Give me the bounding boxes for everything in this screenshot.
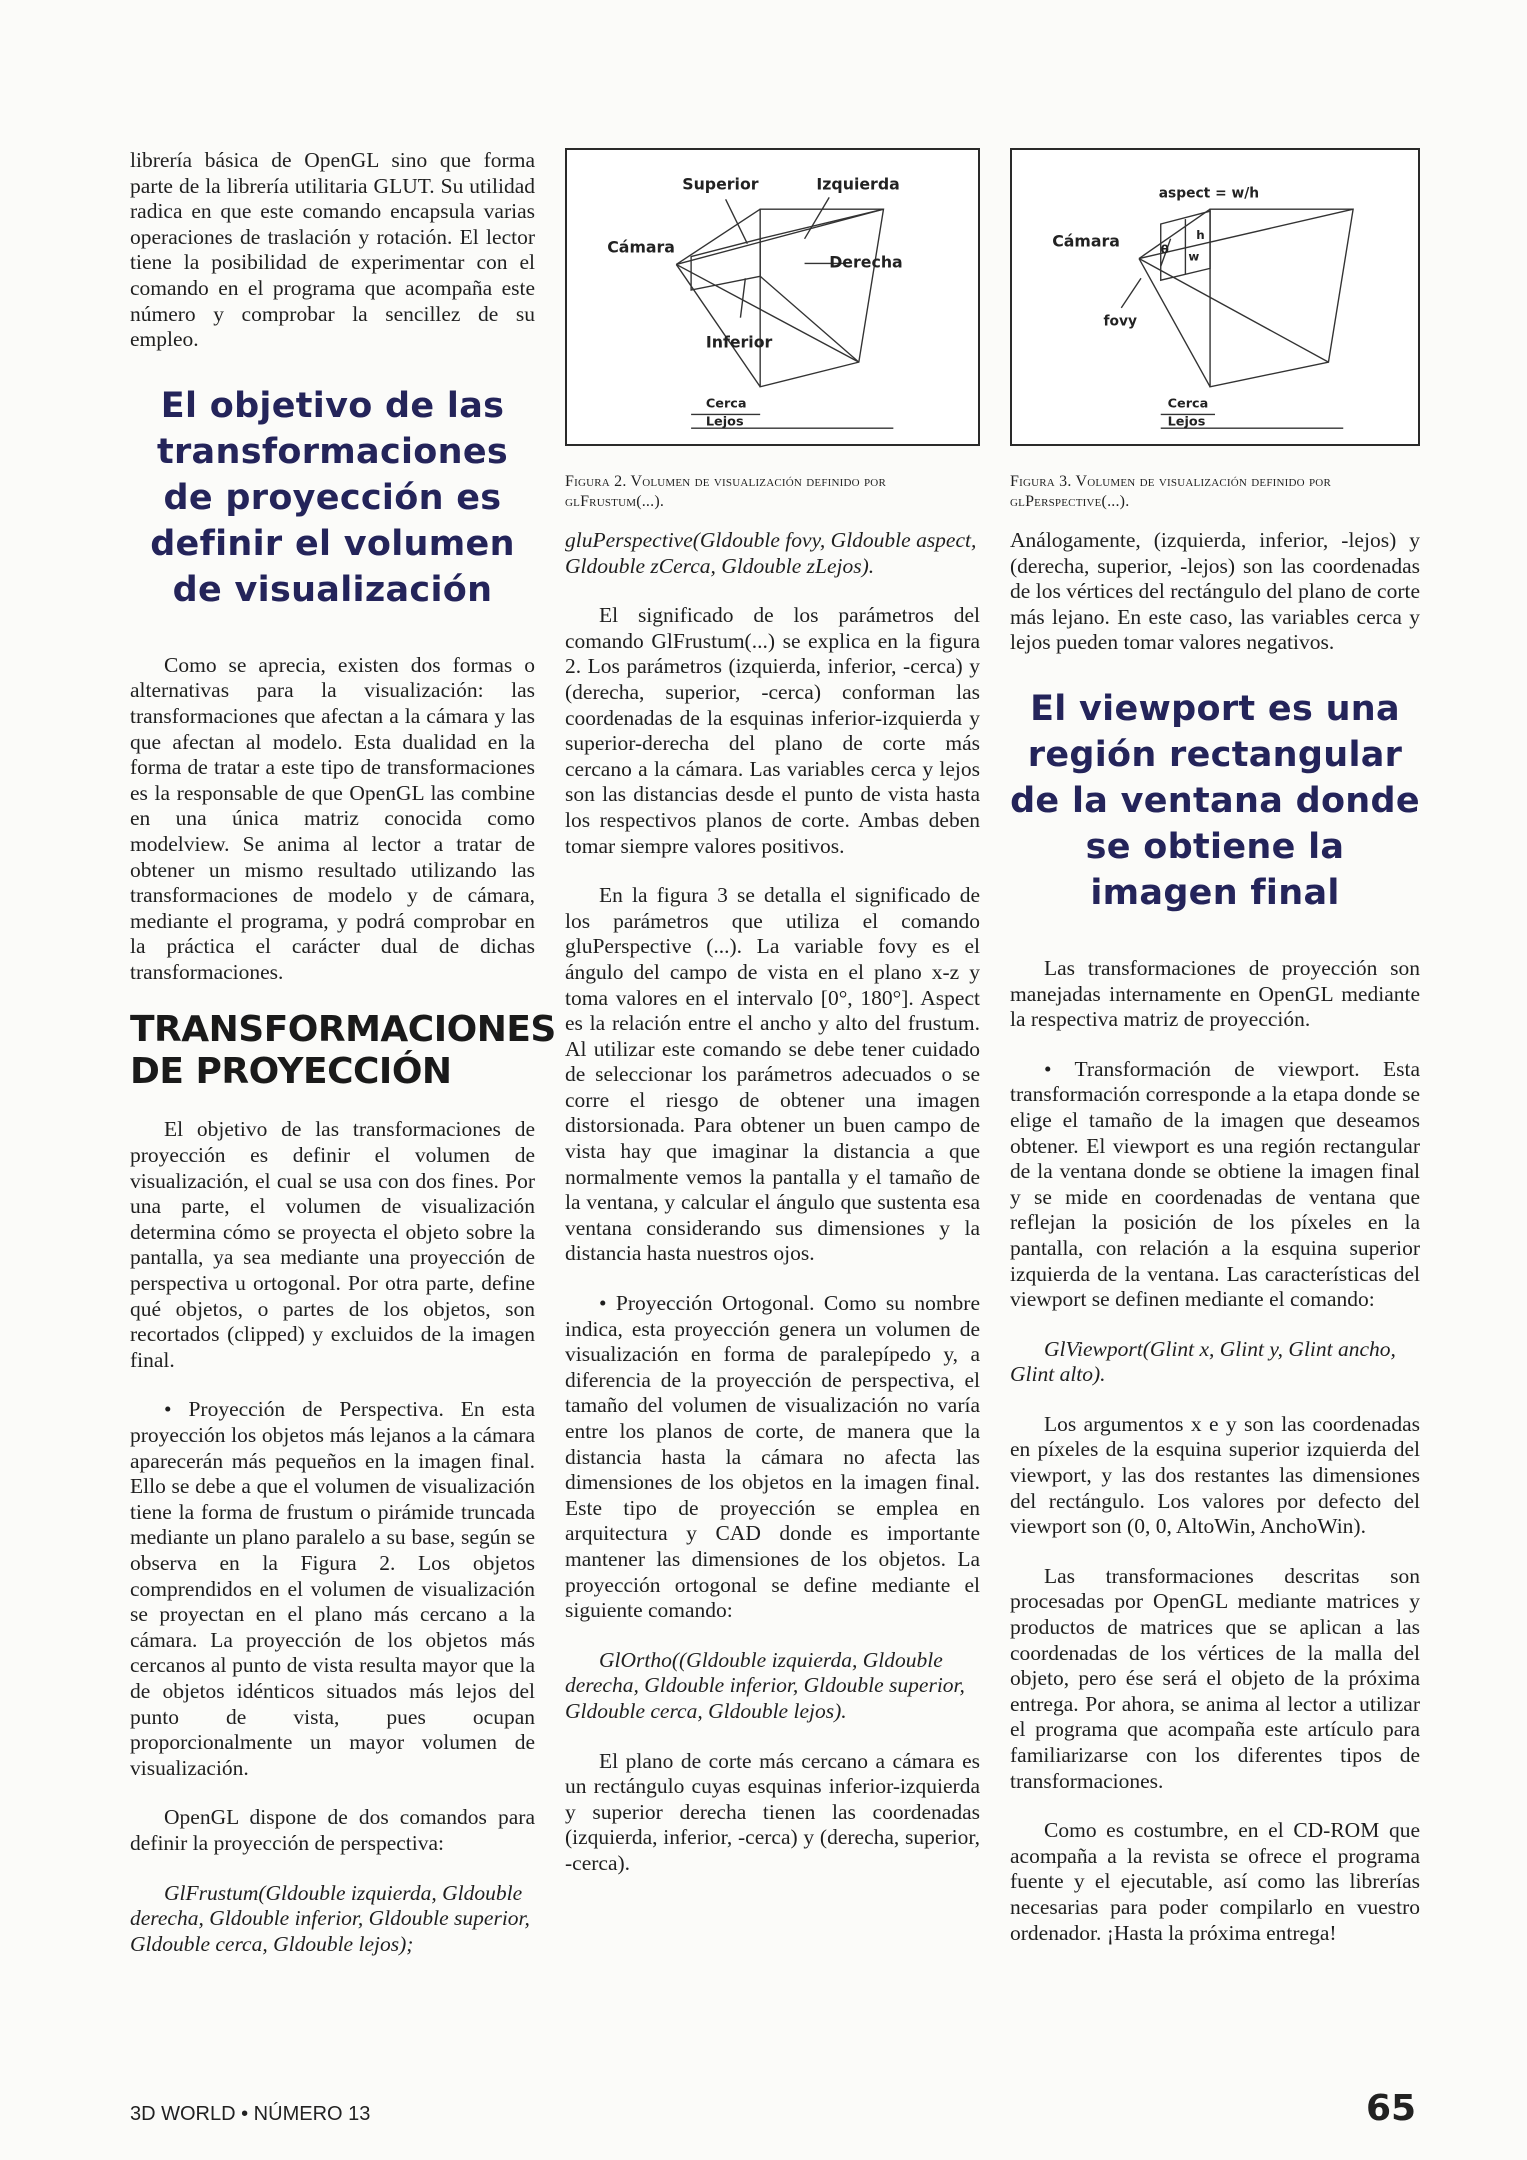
label-aspect: aspect = w/h [1158,185,1260,202]
paragraph: El objetivo de las transformaciones de proyección es definir el volumen de visualización, el cual se usa con dos fines. Por una parte, el volumen de visualización determina cómo se proyecta el objeto sobre la pantalla, ya sea mediante una proyección de perspectiva u ortogonal. Por otra parte, define qué objetos, o partes de los objetos, son recortados (clipped) y excluidos de la imagen final. [130,1117,535,1372]
label-camara: Cámara [1052,231,1120,251]
near-plane [691,239,760,290]
label-theta: θ [1160,242,1169,257]
column-2 [565,148,980,1901]
perspective-diagram [1012,150,1418,444]
page-number: 65 [1366,2088,1417,2129]
label-camara: Cámara [607,237,675,257]
label-lejos: Lejos [1167,414,1206,430]
column-1 [130,148,556,1981]
pull-quote: El objetivo de las transformaciones de proyección es definir el volumen de visualización [150,385,515,610]
paragraph: • Proyección de Perspectiva. En esta proyección los objetos más lejanos a la cámara aparecerán más pequeños en la imagen final. Ello se debe a que el volumen de visualización tiene la forma de frustum o pirámide truncada mediante un plano paralelo a su base, según se observa en la Figura 2. Los objetos comprendidos en el volumen de visualización se proyectan en el plano más cercano a la cámara. La proyección de los objetos más cercanos al punto de vista resulta mayor que la de objetos idénticos situados más lejos del punto de vista, pues ocupan proporcionalmente un mayor volumen de visualización. [130,1397,535,1780]
column-3 [1010,148,1420,1970]
section-heading: TRANSFORMACIONES DE PROYECCIÓN [130,1009,556,1093]
label-superior: Superior [682,174,759,194]
label-derecha: Derecha [829,252,903,272]
figure-caption: Figura 2. Volumen de visualización definido por glFrustum(...). [565,473,886,510]
label-lejos: Lejos [705,414,744,430]
paragraph: En la figura 3 se detalla el significado de los parámetros que utiliza el comando gluPerspective (...). La variable fovy es el ángulo del campo de vista en el plano x-z y toma valores en el intervalo [0°, 180°]. Aspect es la relación entre el ancho y alto del frustum. Al utilizar este comando se debe tener cuidado de seleccionar los parámetros adecuados o se corre el riesgo de obtener una imagen distorsionada. Para obtener un buen campo de vista hay que imaginar la distancia a que normalmente vemos la pantalla y el tamaño de la ventana, y calcular el ángulo que sustenta esa ventana considerando sus dimensiones y la distancia hasta nuestros ojos. [565,883,980,1266]
code-command: GlViewport(Glint x, Glint y, Glint ancho, Glint alto). [1010,1336,1396,1387]
code-command: GlFrustum(Gldouble izquierda, Gldouble derecha, Gldouble inferior, Gldouble superior, Gldouble cerca, Gldouble lejos); [130,1880,530,1956]
code-command: GlOrtho((Gldouble izquierda, Gldouble derecha, Gldouble inferior, Gldouble superior, Gldouble cerca, Gldouble lejos). [565,1647,965,1723]
label-w: w [1188,249,1200,264]
far-plane-outline [1210,209,1353,387]
paragraph: Los argumentos x e y son las coordenadas en píxeles de la esquina superior izquierda del viewport, y las dos restantes las dimensiones del rectángulo. Los valores por defecto del viewport son (0, 0, AltoWin, AnchoWin). [1010,1411,1420,1539]
figure-caption: Figura 3. Volumen de visualización definido por glPerspective(...). [1010,473,1331,510]
frustum-diagram [567,150,978,444]
pull-quote: El viewport es una región rectangular de la ventana donde se obtiene la imagen final [1010,688,1420,913]
code-command: gluPerspective(Gldouble fovy, Gldouble aspect, Gldouble zCerca, Gldouble zLejos). [565,528,977,578]
label-cerca: Cerca [705,396,747,412]
paragraph: El plano de corte más cercano a cámara es un rectángulo cuyas esquinas inferior-izquierda y superior derecha tienen las coordenadas (izquierda, inferior, -cerca) y (derecha, superior, -cerca). [565,1748,980,1875]
paragraph: Las transformaciones de proyección son manejadas internamente en OpenGL mediante la respectiva matriz de proyección. [1010,955,1420,1032]
label-inferior: Inferior [705,332,773,352]
paragraph: Las transformaciones descritas son procesadas por OpenGL mediante matrices y productos de matrices que se aplican a las coordenadas de los vértices de la malla del objeto, pero ése será el objeto de la próxima entrega. Por ahora, se anima al lector a utilizar el programa que acompaña este artículo para familiarizarse con los diferentes tipos de transformaciones. [1010,1563,1420,1793]
paragraph: OpenGL dispone de dos comandos para definir la proyección de perspectiva: [130,1805,535,1855]
magazine-footer: 3D WORLD • NÚMERO 13 [130,2103,371,2125]
label-h: h [1196,227,1205,242]
paragraph: librería básica de OpenGL sino que forma parte de la librería utilitaria GLUT. Su utilidad radica en que este comando encapsula varias operaciones de traslación y rotación. El lector tiene la posibilidad de experimentar con el comando en el programa que acompaña este número y comprobar la sencillez de su empleo. [130,148,535,352]
paragraph: • Proyección Ortogonal. Como su nombre indica, esta proyección genera un volumen de visualización en forma de paralepípedo y, a diferencia de la proyección de perspectiva, el tamaño del volumen de visualización no varía entre los planos de corte, de manera que la distancia hasta la cámara no afecta las dimensiones de los objetos en la imagen final. Este tipo de proyección se emplea en arquitectura y CAD donde es importante mantener las dimensiones de los objetos. La proyección ortogonal se define mediante el siguiente comando: [565,1291,980,1623]
paragraph: Análogamente, (izquierda, inferior, -lejos) y (derecha, superior, -lejos) son las coordenadas de los vértices del rectángulo del plano de corte más lejano. En este caso, las variables cerca y lejos pueden tomar valores negativos. [1010,528,1420,655]
label-izquierda: Izquierda [816,174,900,194]
far-plane-outline [760,209,883,387]
paragraph: Como es costumbre, en el CD-ROM que acompaña a la revista se ofrece el programa fuente y el ejecutable, así como las librerías necesarias para poder compilarlo en vuestro ordenador. ¡Hasta la próxima entrega! [1010,1818,1420,1945]
figure-2 [565,148,980,446]
paragraph: El significado de los parámetros del comando GlFrustum(...) se explica en la figura 2. Los parámetros (izquierda, inferior, -cerca) y (derecha, superior, -cerca) conforman las coordenadas de la esquinas inferior-izquierda y superior-derecha del plano de corte más cercano a la cámara. Las variables cerca y lejos son las distancias desde el punto de vista hasta los respectivos planos de corte. Ambas deben tomar siempre valores positivos. [565,603,980,858]
paragraph: • Transformación de viewport. Esta transformación corresponde a la etapa donde se elige el tamaño de la imagen que deseamos obtener. El viewport es una región rectangular de la ventana donde se obtiene la imagen final y se mide en coordenadas de ventana que reflejan la posición de los píxeles en la pantalla, con relación a la esquina superior izquierda de la ventana. Las características del viewport se definen mediante el comando: [1010,1056,1420,1312]
label-fovy: fovy [1103,313,1137,330]
figure-3 [1010,148,1420,446]
paragraph: Como se aprecia, existen dos formas o alternativas para la visualización: las transformaciones que afectan a la cámara y las que afectan al modelo. Esta dualidad en la forma de tratar a este tipo de transformaciones es la responsable de que OpenGL las combine en una única matriz conocida como modelview. Se anima al lector a tratar de obtener un mismo resultado utilizando las transformaciones de modelo y de cámara, mediante el programa, y podrá comprobar en la práctica el carácter dual de dichas transformaciones. [130,652,535,984]
label-cerca: Cerca [1167,396,1209,412]
